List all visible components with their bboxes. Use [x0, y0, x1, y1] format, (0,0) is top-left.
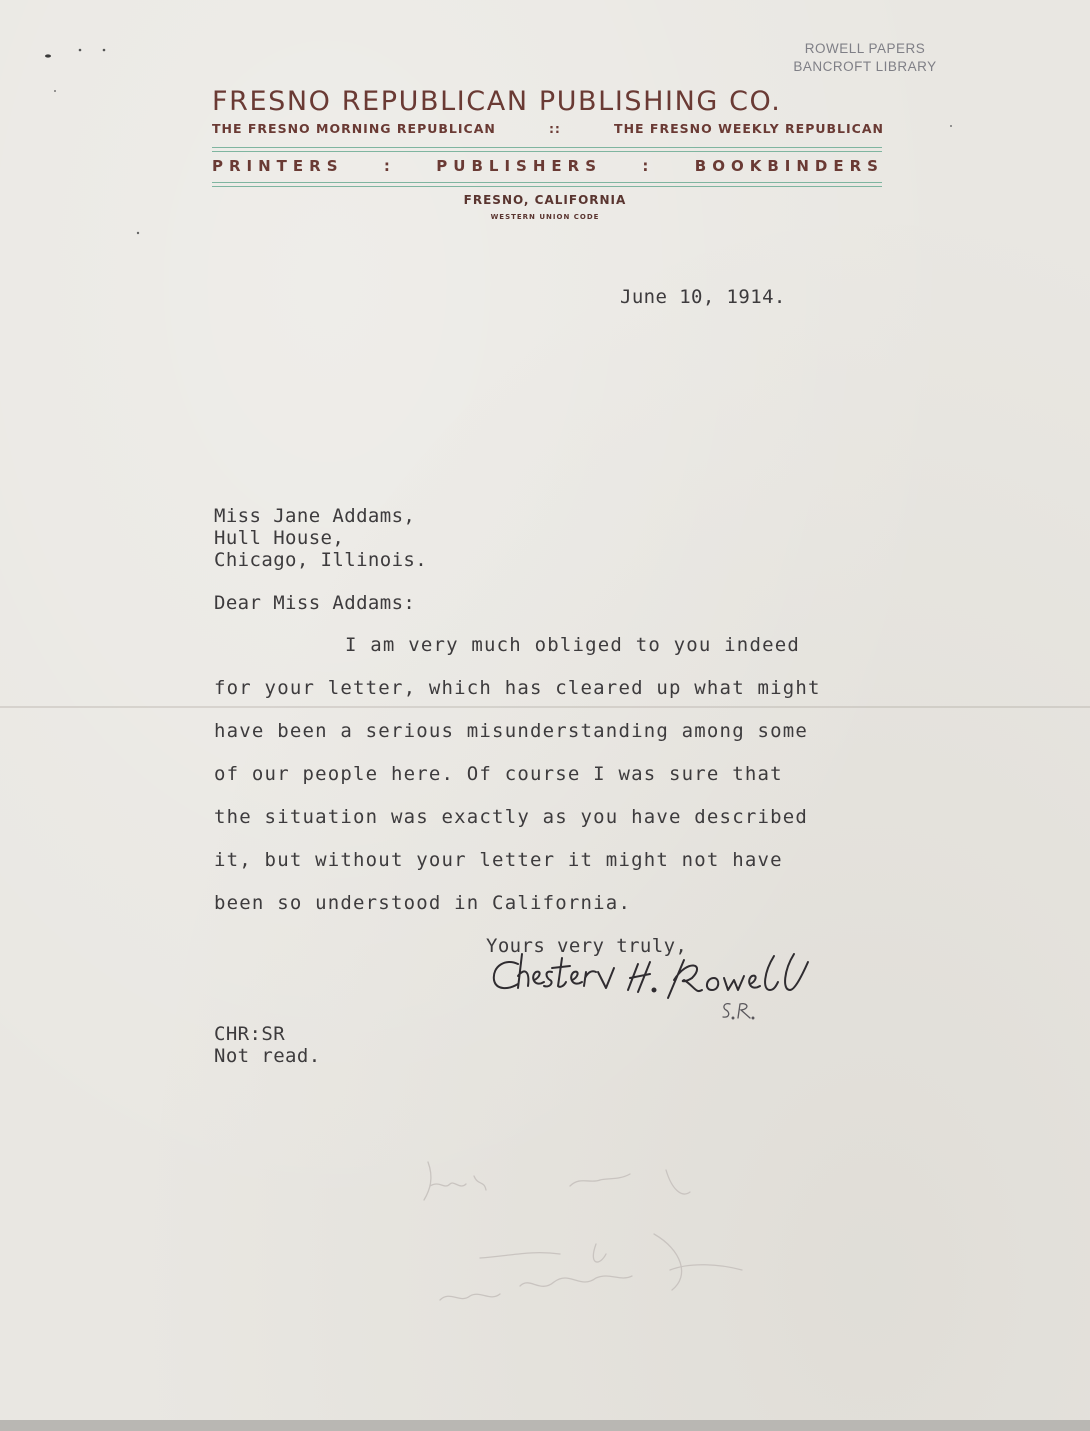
- trade-publishers: PUBLISHERS: [436, 157, 602, 175]
- closing: Yours very truly,: [486, 935, 688, 957]
- trade-separator-1: :: [383, 157, 396, 175]
- newspaper-morning: THE FRESNO MORNING REPUBLICAN: [212, 121, 496, 136]
- letterhead-city: FRESNO, CALIFORNIA: [463, 193, 627, 207]
- reference-initials: CHR:SR: [214, 1023, 286, 1045]
- stamp-line-2: BANCROFT LIBRARY: [793, 59, 937, 74]
- letter-date: June 10, 1914.: [620, 286, 786, 308]
- salutation: Dear Miss Addams:: [214, 592, 416, 614]
- typist-initials: [720, 1000, 760, 1022]
- trade-bookbinders: BOOKBINDERS: [694, 157, 884, 175]
- address-line: Miss Jane Addams,: [214, 505, 416, 527]
- letterhead-rule-top-1: [212, 147, 882, 148]
- body-line: it, but without your letter it might not have: [214, 849, 783, 871]
- trade-printers: PRINTERS: [212, 157, 344, 175]
- letterhead-rule-bottom-1: [212, 182, 882, 183]
- letterhead-trades: [212, 157, 884, 175]
- body-line: the situation was exactly as you have described: [214, 806, 809, 828]
- letterhead-company: FRESNO REPUBLICAN PUBLISHING CO.: [212, 86, 782, 117]
- body-line: for your letter, which has cleared up what might: [214, 677, 821, 699]
- handwritten-signature: [488, 950, 818, 1022]
- address-line: Chicago, Illinois.: [214, 549, 428, 571]
- body-line: I am very much obliged to you indeed: [345, 634, 801, 656]
- letterhead-telegraph-code: WESTERN UNION CODE: [490, 213, 600, 221]
- body-line: been so understood in California.: [214, 892, 632, 914]
- letterhead-rule-bottom-2: [212, 186, 882, 187]
- trade-separator-2: :: [642, 157, 655, 175]
- stamp-line-1: ROWELL PAPERS: [804, 41, 926, 56]
- newspaper-separator: ::: [548, 121, 561, 136]
- letterhead-newspapers: [212, 121, 884, 136]
- faint-pencil-marks: [420, 1150, 760, 1340]
- reference-note: Not read.: [214, 1045, 321, 1067]
- letterhead-rule-top-2: [212, 151, 882, 152]
- body-line: of our people here. Of course I was sure that: [214, 763, 783, 785]
- address-line: Hull House,: [214, 527, 345, 549]
- body-line: have been a serious misunderstanding among some: [214, 720, 809, 742]
- newspaper-weekly: THE FRESNO WEEKLY REPUBLICAN: [614, 121, 884, 136]
- archive-stamp: [790, 40, 940, 76]
- fold-crease: [0, 706, 1090, 708]
